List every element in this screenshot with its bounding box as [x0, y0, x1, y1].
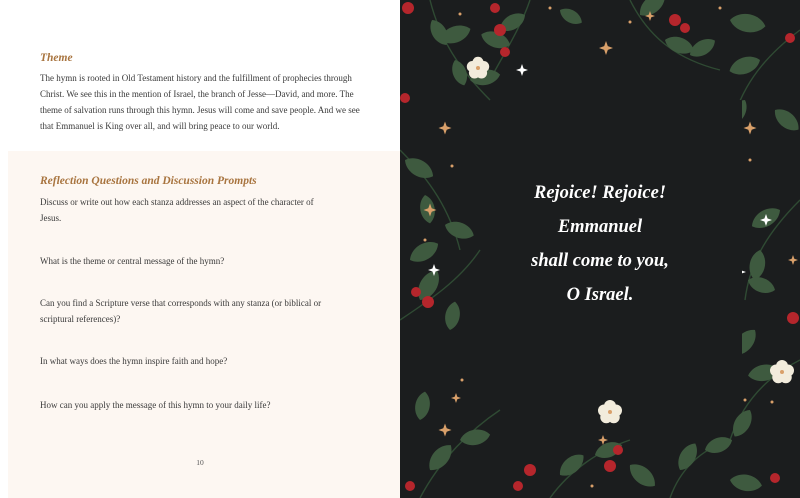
theme-heading: Theme	[40, 52, 73, 64]
verse-line-4: O Israel.	[566, 285, 634, 305]
verse-line-1: Rejoice! Rejoice!	[533, 183, 667, 203]
question-4: In what ways does the hymn inspire faith and hope?	[40, 356, 228, 366]
page-number: 10	[196, 458, 204, 467]
question-2: What is the theme or central message of the hymn?	[40, 256, 225, 266]
question-3: Can you find a Scripture verse that corresponds with any stanza (or biblical or scriptural references)?	[40, 298, 322, 324]
question-5: How can you apply the message of this hymn to your daily life?	[40, 400, 271, 410]
question-1: Discuss or write out how each stanza addresses an aspect of the character of Jesus.	[40, 197, 314, 223]
reflection-heading: Reflection Questions and Discussion Prompts	[40, 175, 257, 187]
verse-line-2: Emmanuel	[557, 217, 643, 237]
theme-paragraph: The hymn is rooted in Old Testament history and the fulfillment of prophecies through Christ. We see this in the mention of Israel, the branch of Jesse—David, and more. The theme of salvation runs through this hymn. Jesus will come and save people. And we see that Emmanuel is King over all, and will bring peace to our world.	[40, 73, 360, 131]
verse-line-3: shall come to you,	[531, 251, 669, 271]
right-page	[400, 0, 800, 498]
hymn-refrain	[400, 176, 800, 312]
